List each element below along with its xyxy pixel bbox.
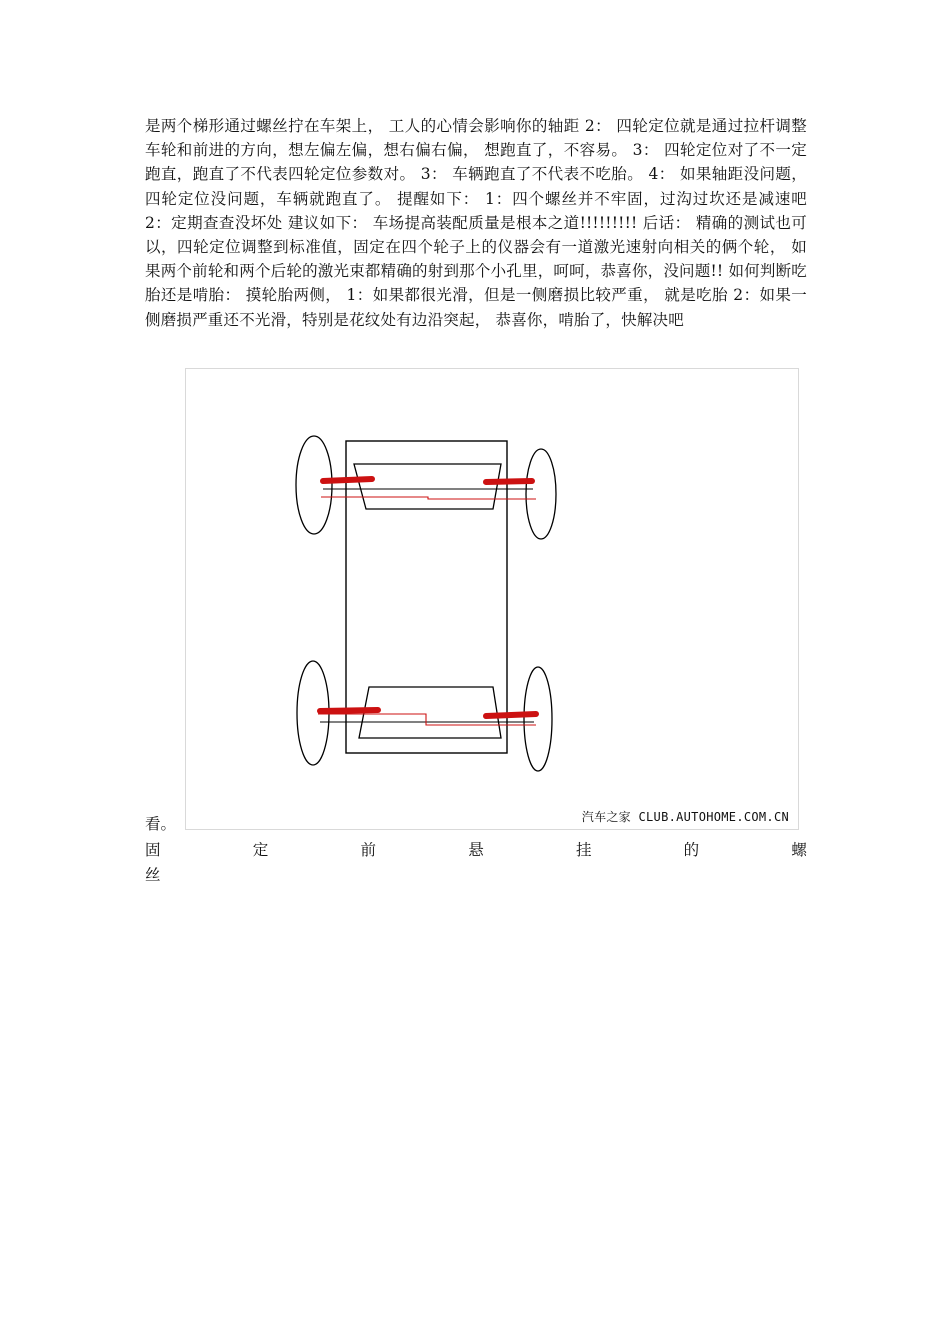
front-left-bolt (323, 479, 372, 481)
paragraph-text: 是两个梯形通过螺丝拧在车架上， 工人的心情会影响你的轴距 2： 四轮定位就是通过拉杆调整车轮和前进的方向，想左偏左偏，想右偏右偏， 想跑直了，不容易。 3： 四轮定位对了不一定跑直，跑直了不代表四轮定位参数对。 3： 车辆跑直了不代表不吃胎。 4： 如果轴距没问题， 四轮定位没问题，车辆就跑直了。 提醒如下： 1：四个螺丝并不牢固，过沟过坎还是减速吧 2：定期查查没坏处 建议如下： 车场提高装配质量是根本之道!!!!!!!!! 后话： 精确的测试也可以，四轮定位调整到标准值，固定在四个轮子上的仪器会有一道激光速射向相关的俩个轮， 如果两个前轮和两个后轮的激光束都精确的射到那个小孔里，呵呵，恭喜你，没问题!! 如何判断吃胎还是啃胎： 摸轮胎两侧， 1：如果都很光滑，但是一侧磨损比较严重， 就是吃胎 2：如果一侧磨损严重还不光滑，特别是花纹处有边沿突起， 恭喜你，啃胎了，快解决吧 (145, 117, 807, 329)
caption-last-char: 丝 (145, 866, 161, 884)
caption-char: 的 (683, 841, 700, 859)
figure-watermark: 汽车之家 CLUB.AUTOHOME.COM.CN (581, 810, 789, 824)
body-paragraph (145, 114, 807, 332)
caption-char: 挂 (575, 841, 592, 859)
caption-char: 固 (145, 841, 161, 859)
front-laser-line (321, 497, 536, 499)
rear-right-wheel (524, 667, 552, 771)
rear-right-bolt (486, 714, 536, 716)
rear-trapezoid (359, 687, 501, 738)
caption-char: 螺 (791, 841, 807, 859)
caption-char: 悬 (468, 841, 484, 859)
rear-left-bolt (320, 710, 378, 711)
caption-char: 前 (360, 841, 376, 859)
alignment-diagram-figure (185, 368, 799, 830)
front-trapezoid (354, 464, 501, 509)
front-right-wheel (526, 449, 556, 539)
caption-line (145, 838, 807, 860)
alignment-diagram (186, 369, 798, 829)
inline-text-kan: 看。 (145, 815, 177, 833)
front-left-wheel (296, 436, 332, 534)
chassis-frame (346, 441, 507, 753)
front-right-bolt (486, 481, 532, 482)
caption-char: 定 (252, 841, 269, 859)
